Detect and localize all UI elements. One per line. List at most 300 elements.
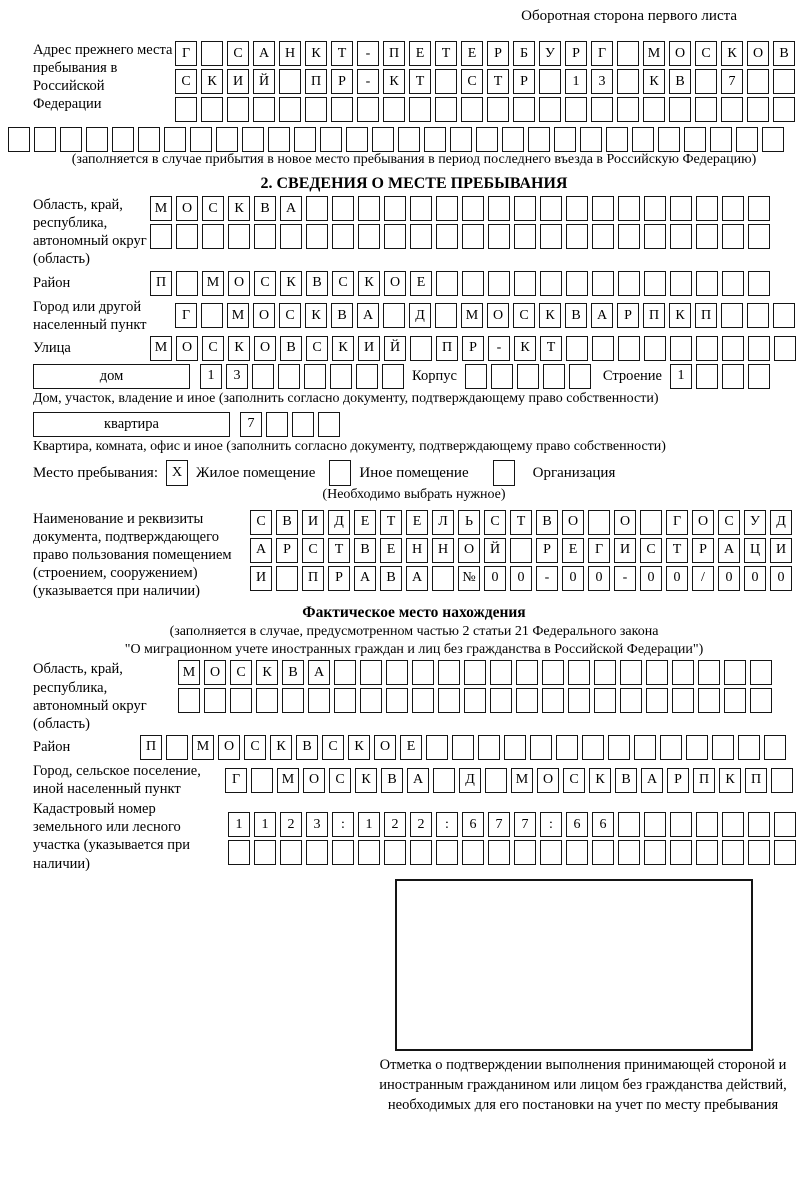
- char-box: [491, 364, 513, 389]
- char-box: [774, 812, 796, 837]
- char-box: [276, 566, 298, 591]
- apartment-labelbox: квартира: [33, 412, 230, 437]
- char-box: [530, 735, 552, 760]
- char-box: [502, 127, 524, 152]
- char-box: Е: [400, 735, 422, 760]
- char-box: Р: [331, 69, 353, 94]
- char-box: 1: [200, 364, 222, 389]
- char-box: М: [178, 660, 200, 685]
- actual-location-title: Фактическое место нахождения: [302, 604, 526, 622]
- char-box: [398, 127, 420, 152]
- char-box: Т: [328, 538, 350, 563]
- actual-location-note-2: "О миграционном учете иностранных граждан и лиц без гражданства в Российской Федерации"): [124, 642, 704, 658]
- char-box: [216, 127, 238, 152]
- prev-address-label: Адрес прежнего места пребывания в Российской Федерации: [33, 42, 173, 113]
- char-box: [686, 735, 708, 760]
- char-box: [227, 97, 249, 122]
- actual-city-label: Город, сельское поселение, иной населенный пункт: [33, 762, 201, 797]
- region-row-1: [150, 196, 770, 221]
- char-box: [332, 196, 354, 221]
- char-box: [294, 127, 316, 152]
- char-box: [330, 364, 352, 389]
- cadastral-row-1: [228, 812, 796, 837]
- char-box: [672, 660, 694, 685]
- char-box: П: [140, 735, 162, 760]
- char-box: [383, 303, 405, 328]
- char-box: К: [719, 768, 741, 793]
- char-box: Д: [409, 303, 431, 328]
- char-box: [696, 364, 718, 389]
- char-box: [618, 812, 640, 837]
- char-box: [764, 735, 786, 760]
- char-box: [436, 196, 458, 221]
- char-box: [750, 688, 772, 713]
- char-box: [696, 224, 718, 249]
- char-box: [592, 196, 614, 221]
- char-box: [566, 336, 588, 361]
- char-box: Е: [409, 41, 431, 66]
- char-box: С: [695, 41, 717, 66]
- char-box: И: [227, 69, 249, 94]
- char-box: С: [227, 41, 249, 66]
- char-box: [331, 97, 353, 122]
- char-box: [60, 127, 82, 152]
- char-box: [762, 127, 784, 152]
- char-box: О: [204, 660, 226, 685]
- char-box: [696, 336, 718, 361]
- char-box: [334, 688, 356, 713]
- char-box: К: [643, 69, 665, 94]
- char-box: [644, 812, 666, 837]
- char-box: [253, 97, 275, 122]
- char-box: [748, 336, 770, 361]
- char-box: [112, 127, 134, 152]
- char-box: [542, 688, 564, 713]
- char-box: 3: [591, 69, 613, 94]
- char-box: [592, 271, 614, 296]
- char-box: [176, 271, 198, 296]
- actual-district-block: [33, 735, 795, 760]
- char-box: [410, 336, 432, 361]
- char-box: О: [254, 336, 276, 361]
- char-box: [644, 840, 666, 865]
- char-box: К: [539, 303, 561, 328]
- char-box: М: [202, 271, 224, 296]
- char-box: Р: [462, 336, 484, 361]
- char-box: В: [565, 303, 587, 328]
- char-box: М: [511, 768, 533, 793]
- char-box: [617, 41, 639, 66]
- char-box: [280, 840, 302, 865]
- cadastral-block: [33, 800, 795, 873]
- char-box: Т: [409, 69, 431, 94]
- char-box: О: [253, 303, 275, 328]
- char-box: [696, 196, 718, 221]
- char-box: [773, 69, 795, 94]
- char-box: [384, 224, 406, 249]
- char-box: [306, 224, 328, 249]
- char-box: О: [176, 336, 198, 361]
- char-box: [617, 97, 639, 122]
- char-box: [252, 364, 274, 389]
- char-box: Е: [461, 41, 483, 66]
- char-box: Р: [513, 69, 535, 94]
- char-box: [722, 336, 744, 361]
- actual-location-note-1: (заполняется в случае, предусмотренном частью 2 статьи 21 Федерального закона: [169, 624, 659, 640]
- char-box: Ь: [458, 510, 480, 535]
- document-row-3: [250, 566, 792, 591]
- char-box: [346, 127, 368, 152]
- char-box: К: [669, 303, 691, 328]
- char-box: №: [458, 566, 480, 591]
- char-box: И: [250, 566, 272, 591]
- char-box: В: [254, 196, 276, 221]
- char-box: [747, 97, 769, 122]
- char-box: [383, 97, 405, 122]
- char-box: Г: [225, 768, 247, 793]
- char-box: 0: [562, 566, 584, 591]
- char-box: П: [745, 768, 767, 793]
- char-box: [644, 271, 666, 296]
- char-box: [748, 840, 770, 865]
- char-box: А: [641, 768, 663, 793]
- char-box: Л: [432, 510, 454, 535]
- char-box: [166, 735, 188, 760]
- char-box: -: [614, 566, 636, 591]
- char-box: В: [354, 538, 376, 563]
- char-box: [670, 271, 692, 296]
- char-box: 0: [510, 566, 532, 591]
- char-box: [254, 840, 276, 865]
- char-box: [569, 364, 591, 389]
- char-box: [774, 840, 796, 865]
- char-box: Г: [588, 538, 610, 563]
- char-box: [722, 271, 744, 296]
- char-box: [660, 735, 682, 760]
- char-box: [292, 412, 314, 437]
- char-box: [620, 688, 642, 713]
- region-label: Область, край, республика, автономный округ (область): [33, 197, 147, 268]
- char-box: [358, 196, 380, 221]
- char-box: [722, 224, 744, 249]
- char-box: 0: [718, 566, 740, 591]
- house-note: Дом, участок, владение и иное (заполнить согласно документу, подтверждающему право собственности): [33, 390, 659, 406]
- char-box: Ц: [744, 538, 766, 563]
- char-box: С: [250, 510, 272, 535]
- char-box: [698, 688, 720, 713]
- char-box: [452, 735, 474, 760]
- char-box: А: [406, 566, 428, 591]
- char-box: [279, 69, 301, 94]
- char-box: [644, 224, 666, 249]
- char-box: [360, 660, 382, 685]
- char-box: [516, 660, 538, 685]
- char-box: [268, 127, 290, 152]
- option-organization-label: Организация: [532, 464, 616, 481]
- char-box: С: [279, 303, 301, 328]
- char-box: Т: [331, 41, 353, 66]
- char-box: [672, 688, 694, 713]
- char-box: [722, 364, 744, 389]
- char-box: [488, 196, 510, 221]
- char-box: [724, 688, 746, 713]
- char-box: [514, 196, 536, 221]
- char-box: [201, 97, 223, 122]
- char-box: [34, 127, 56, 152]
- char-box: [204, 688, 226, 713]
- char-box: [461, 97, 483, 122]
- char-box: О: [384, 271, 406, 296]
- char-box: [724, 660, 746, 685]
- char-box: Р: [276, 538, 298, 563]
- char-box: /: [692, 566, 714, 591]
- char-box: [540, 271, 562, 296]
- actual-city-row: [225, 768, 793, 793]
- street-block: [33, 336, 795, 361]
- char-box: К: [305, 41, 327, 66]
- char-box: Н: [406, 538, 428, 563]
- char-box: [256, 688, 278, 713]
- char-box: С: [244, 735, 266, 760]
- stay-type-row: [33, 460, 795, 487]
- char-box: [618, 271, 640, 296]
- confirmation-stamp-box: [395, 879, 753, 1051]
- prev-address-row-2: [175, 69, 795, 94]
- char-box: [695, 69, 717, 94]
- char-box: [176, 224, 198, 249]
- cadastral-label: Кадастровый номер земельного или лесного участка (указывается при наличии): [33, 801, 190, 872]
- char-box: -: [488, 336, 510, 361]
- char-box: К: [358, 271, 380, 296]
- actual-district-row: [140, 735, 786, 760]
- char-box: О: [228, 271, 250, 296]
- char-box: [384, 196, 406, 221]
- char-box: Е: [562, 538, 584, 563]
- char-box: [644, 336, 666, 361]
- char-box: [670, 224, 692, 249]
- char-box: [332, 840, 354, 865]
- char-box: С: [332, 271, 354, 296]
- char-box: [588, 510, 610, 535]
- char-box: [658, 127, 680, 152]
- char-box: [592, 840, 614, 865]
- char-box: 2: [280, 812, 302, 837]
- char-box: [620, 660, 642, 685]
- char-box: О: [692, 510, 714, 535]
- apartment-cells: [240, 412, 340, 437]
- char-box: П: [436, 336, 458, 361]
- char-box: И: [358, 336, 380, 361]
- char-box: М: [150, 336, 172, 361]
- region-block: [33, 196, 795, 269]
- city-label: Город или другой населенный пункт: [33, 298, 147, 333]
- char-box: [490, 660, 512, 685]
- char-box: [644, 196, 666, 221]
- char-box: В: [615, 768, 637, 793]
- char-box: А: [280, 196, 302, 221]
- char-box: Е: [410, 271, 432, 296]
- char-box: Т: [487, 69, 509, 94]
- char-box: [617, 69, 639, 94]
- document-label: Наименование и реквизиты документа, подтверждающего право пользования помещением (строением, сооружением) (указывается при наличии): [33, 510, 232, 600]
- char-box: [594, 660, 616, 685]
- char-box: С: [175, 69, 197, 94]
- document-row-2: [250, 538, 792, 563]
- char-box: [773, 303, 795, 328]
- char-box: [487, 97, 509, 122]
- prev-address-row-1: [175, 41, 795, 66]
- char-box: [332, 224, 354, 249]
- char-box: [357, 97, 379, 122]
- char-box: [542, 660, 564, 685]
- char-box: П: [305, 69, 327, 94]
- char-box: В: [276, 510, 298, 535]
- char-box: [436, 224, 458, 249]
- char-box: [543, 364, 565, 389]
- char-box: Т: [380, 510, 402, 535]
- char-box: [748, 364, 770, 389]
- char-box: [242, 127, 264, 152]
- char-box: [646, 660, 668, 685]
- char-box: [646, 688, 668, 713]
- char-box: [540, 196, 562, 221]
- char-box: Е: [406, 510, 428, 535]
- char-box: П: [383, 41, 405, 66]
- char-box: [358, 840, 380, 865]
- char-box: 7: [488, 812, 510, 837]
- char-box: К: [201, 69, 223, 94]
- char-box: О: [562, 510, 584, 535]
- char-box: П: [302, 566, 324, 591]
- char-box: 1: [565, 69, 587, 94]
- cadastral-row-2: [228, 840, 796, 865]
- char-box: [566, 840, 588, 865]
- char-box: С: [202, 336, 224, 361]
- actual-region-label: Область, край, республика, автономный округ (область): [33, 661, 147, 732]
- char-box: К: [355, 768, 377, 793]
- char-box: К: [256, 660, 278, 685]
- char-box: [698, 660, 720, 685]
- char-box: [565, 97, 587, 122]
- char-box: [438, 660, 460, 685]
- char-box: [556, 735, 578, 760]
- char-box: [516, 688, 538, 713]
- char-box: [582, 735, 604, 760]
- char-box: [722, 840, 744, 865]
- char-box: [476, 127, 498, 152]
- district-block: [33, 271, 795, 296]
- char-box: 1: [670, 364, 692, 389]
- char-box: С: [640, 538, 662, 563]
- char-box: [738, 735, 760, 760]
- korpus-cells: [465, 364, 591, 389]
- char-box: 1: [358, 812, 380, 837]
- actual-city-block: [33, 762, 795, 798]
- char-box: [433, 768, 455, 793]
- document-row-1: [250, 510, 792, 535]
- char-box: [669, 97, 691, 122]
- char-box: [409, 97, 431, 122]
- char-box: А: [357, 303, 379, 328]
- char-box: Р: [565, 41, 587, 66]
- char-box: К: [348, 735, 370, 760]
- char-box: К: [305, 303, 327, 328]
- char-box: -: [357, 69, 379, 94]
- char-box: [384, 840, 406, 865]
- char-box: [436, 840, 458, 865]
- char-box: 0: [640, 566, 662, 591]
- char-box: Р: [692, 538, 714, 563]
- char-box: Р: [617, 303, 639, 328]
- char-box: [462, 271, 484, 296]
- option-residential-label: Жилое помещение: [196, 464, 316, 481]
- char-box: С: [302, 538, 324, 563]
- char-box: К: [721, 41, 743, 66]
- district-row: [150, 271, 770, 296]
- char-box: [386, 660, 408, 685]
- char-box: 6: [566, 812, 588, 837]
- char-box: [670, 336, 692, 361]
- char-box: :: [332, 812, 354, 837]
- char-box: [282, 688, 304, 713]
- char-box: В: [296, 735, 318, 760]
- char-box: С: [202, 196, 224, 221]
- char-box: Р: [328, 566, 350, 591]
- char-box: [358, 224, 380, 249]
- apartment-line: [33, 412, 795, 437]
- char-box: 0: [588, 566, 610, 591]
- char-box: [435, 69, 457, 94]
- apartment-note: Квартира, комната, офис и иное (заполнить согласно документу, подтверждающему право собственности): [33, 438, 666, 454]
- char-box: К: [514, 336, 536, 361]
- char-box: [306, 196, 328, 221]
- char-box: М: [227, 303, 249, 328]
- street-label: Улица: [33, 340, 71, 357]
- char-box: [360, 688, 382, 713]
- char-box: [488, 224, 510, 249]
- confirmation-stamp-note: Отметка о подтверждении выполнения принимающей стороной и иностранным гражданином или лицом без гражданства действий, необходимых для его постановки на учет по месту пребывания: [379, 1056, 787, 1114]
- char-box: [386, 688, 408, 713]
- char-box: 1: [228, 812, 250, 837]
- char-box: [643, 97, 665, 122]
- char-box: [632, 127, 654, 152]
- char-box: [382, 364, 404, 389]
- char-box: [712, 735, 734, 760]
- char-box: С: [461, 69, 483, 94]
- char-box: [722, 812, 744, 837]
- region-row-2: [150, 224, 770, 249]
- char-box: У: [744, 510, 766, 535]
- char-box: [488, 271, 510, 296]
- char-box: К: [228, 196, 250, 221]
- char-box: В: [536, 510, 558, 535]
- char-box: К: [280, 271, 302, 296]
- char-box: [462, 196, 484, 221]
- char-box: [568, 660, 590, 685]
- char-box: 2: [410, 812, 432, 837]
- char-box: :: [540, 812, 562, 837]
- char-box: В: [280, 336, 302, 361]
- char-box: [450, 127, 472, 152]
- char-box: В: [773, 41, 795, 66]
- char-box: [580, 127, 602, 152]
- char-box: [618, 336, 640, 361]
- char-box: [410, 224, 432, 249]
- char-box: [201, 303, 223, 328]
- char-box: О: [747, 41, 769, 66]
- char-box: [465, 364, 487, 389]
- char-box: [318, 412, 340, 437]
